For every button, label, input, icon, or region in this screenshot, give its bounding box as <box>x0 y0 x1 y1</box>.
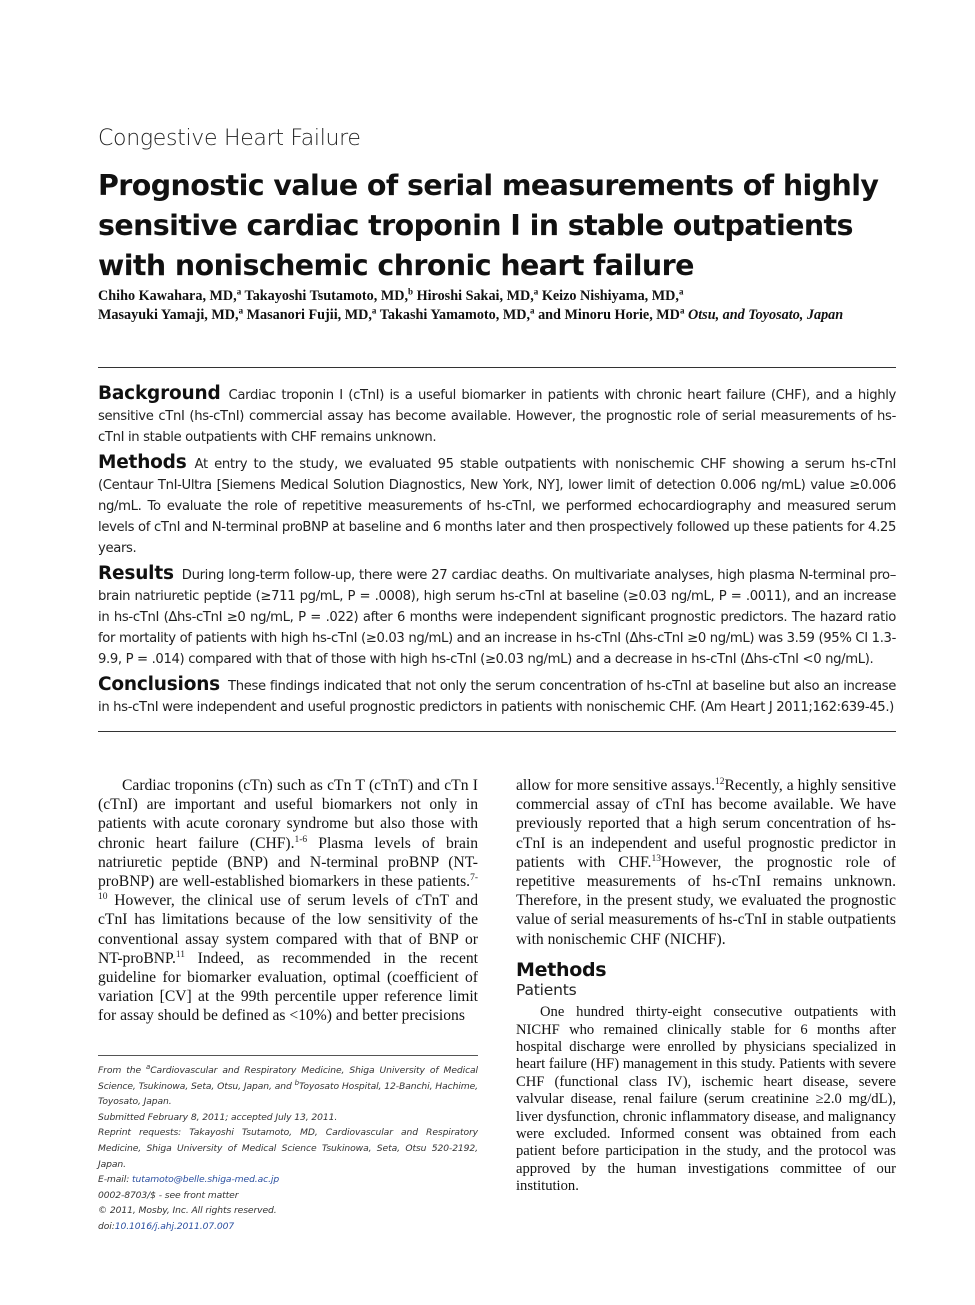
abstract-text: During long-term follow-up, there were 27 cardiac deaths. On multivariate analyses, high plasma N-terminal pro–brain natriuretic peptide (≥711 pg/mL, P = .0008), high serum hs-cTnI at baseline (≥0.03 ng/mL, P = .0011), and an increase in hs-cTnI (Δhs-cTnI ≥0 ng/mL, P = .022) after 6 months were independent significant prognostic predictors. The hazard ratio for mortality of patients with high hs-cTnI (≥0.03 ng/mL) and an increase in hs-cTnI (Δhs-cTnI ≥0 ng/mL) was 3.59 (95% CI 1.3-9.9, P = .014) compared with that of those with high hs-cTnI (≥0.03 ng/mL) and a decrease in hs-cTnI (Δhs-cTnI <0 ng/mL). <box>98 568 896 667</box>
abstract-conclusions <box>98 675 896 719</box>
author-list <box>98 287 888 325</box>
abstract <box>98 384 896 724</box>
affiliation-mark: b <box>294 1078 299 1087</box>
patients-paragraph: One hundred thirty-eight consecutive outpatients with NICHF who remained clinically stable for 6 months after hospital discharge were enrolled by physicians specialized in heart failure (HF) management in this study. Patients with severe CHF (functional class IV), ischemic heart disease, severe valvular disease, renal failure (serum creatinine ≥2.0 mg/dL), liver dysfunction, chronic inflammatory disease, and malignancy were excluded. Informed consent was obtained from each patient before participation in the study, and the protocol was approved by the human investigations committee of our institution. <box>516 1004 896 1195</box>
doi-link[interactable]: 10.1016/j.ahj.2011.07.007 <box>114 1220 235 1232</box>
author-affiliation-mark: a <box>533 286 539 297</box>
abstract-heading: Results <box>98 563 174 585</box>
abstract-bottom-rule <box>98 731 896 732</box>
section-label: Congestive Heart Failure <box>98 126 361 151</box>
author-affiliation-mark: b <box>408 286 414 297</box>
footnote-doi <box>98 1219 478 1235</box>
footnote-reprint: Reprint requests: Takayoshi Tsutamoto, MD, Cardiovascular and Respiratory Medicine, Shiga University of Medical Science Tsukinowa, Seta, Otsu 520-2192, Japan. <box>98 1127 478 1170</box>
footnote-rule <box>98 1055 478 1056</box>
article-title: Prognostic value of serial measurements of highly sensitive cardiac troponin I in stable outpatients with nonischemic chronic heart failure <box>98 169 879 282</box>
abstract-heading: Background <box>98 383 221 404</box>
abstract-methods <box>98 453 896 559</box>
abstract-background <box>98 384 896 448</box>
footnote-copyright: © 2011, Mosby, Inc. All rights reserved. <box>98 1205 277 1217</box>
abstract-top-rule <box>98 367 896 368</box>
abstract-text: Cardiac troponin I (cTnI) is a useful biomarker in patients with chronic heart failure (CHF), and a highly sensitive cTnI (hs-cTnI) commercial assay has become available. However, the prognostic role of serial measurements of hs-cTnI in stable outpatients with CHF remains unknown. <box>98 388 896 445</box>
doi-label: doi: <box>98 1220 115 1232</box>
author-name: Hiroshi Sakai, MD, <box>416 288 534 304</box>
reference-link[interactable]: 7-10 <box>98 872 478 903</box>
footnote-issn: 0002-8703/$ - see front matter <box>98 1189 239 1201</box>
footnote-affiliations <box>98 1063 478 1110</box>
footnote-text: Toyosato Hospital, 12-Banchi, Hachime, Toyosato, Japan. <box>98 1080 478 1108</box>
author-affiliation-mark: a <box>371 305 377 316</box>
reference-link[interactable]: 13 <box>651 853 661 864</box>
body-column-right <box>516 776 896 1196</box>
footnote-text: Cardiovascular and Respiratory Medicine, Shiga University of Medical Science, Tsukinowa, Seta, Otsu, Japan, and <box>98 1065 478 1092</box>
affiliation-location: Otsu, and Toyosato, Japan <box>687 307 844 323</box>
author-name: Takayoshi Tsutamoto, MD, <box>244 288 408 304</box>
abstract-heading: Conclusions <box>98 674 220 696</box>
author-name: Masayuki Yamaji, MD, <box>98 307 239 323</box>
footnote-email <box>98 1172 478 1188</box>
author-affiliation-mark: a <box>236 286 242 297</box>
author-name: Chiho Kawahara, MD, <box>98 288 237 304</box>
reference-link[interactable]: 1-6 <box>294 834 308 845</box>
body-text: Indeed, as recommended in the recent guideline for biomarker evaluation, optimal (coefficient of variation [CV] at the 99th percentile upper reference limit for assay should be defined as <10%) and better precisions <box>98 949 478 1025</box>
affiliation-mark: a <box>146 1062 151 1071</box>
abstract-text: These findings indicated that not only the serum concentration of hs-cTnI at baseline but also an increase in hs-cTnI were independent and useful prognostic predictors in patients with nonischemic CHF. (Am Heart J 2011;162:639-45.) <box>98 679 896 716</box>
reference-link[interactable]: 11 <box>175 949 185 960</box>
body-text: Cardiac troponins (cTn) such as cTn T (cTnT) and cTn I (cTnI) are important and useful biomarkers not only in patients with acute coronary syndrome but also those with chronic heart failure (CHF). <box>98 777 478 852</box>
body-text: allow for more sensitive assays. <box>516 777 715 794</box>
methods-heading: Methods <box>516 958 607 981</box>
email-link[interactable]: tutamoto@belle.shiga-med.ac.jp <box>132 1174 280 1186</box>
footnotes <box>98 1063 478 1235</box>
author-name: and Minoru Horie, MD <box>538 307 680 323</box>
intro-continuation <box>516 776 896 949</box>
intro-paragraph-continued <box>516 776 896 949</box>
body-text: Plasma levels of brain natriuretic peptide (BNP) and N-terminal proBNP (NT-proBNP) are well-established biomarkers in these patients. <box>98 834 478 891</box>
author-affiliation-mark: a <box>530 305 535 316</box>
author-name: Keizo Nishiyama, MD, <box>541 288 679 304</box>
abstract-heading: Methods <box>98 452 187 474</box>
footnote-text: From the <box>98 1065 147 1076</box>
reference-link[interactable]: 12 <box>714 776 725 787</box>
author-affiliation-mark: a <box>679 305 685 316</box>
body-text: However, the prognostic role of repetitive measurements of hs-cTnI remains unknown. Therefore, in the present study, we evaluated the prognostic value of serial measurements of hs-cTnI in stable outpatients with nonischemic CHF (NICHF). <box>516 853 896 948</box>
author-name: Masanori Fujii, MD, <box>246 307 372 323</box>
patients-subheading: Patients <box>516 981 577 1000</box>
abstract-results <box>98 564 896 670</box>
author-affiliation-mark: a <box>678 286 684 297</box>
author-name: Takashi Yamamoto, MD, <box>379 307 531 323</box>
body-column-left <box>98 776 478 1026</box>
author-affiliation-mark: a <box>238 305 244 316</box>
body-text: However, the clinical use of serum levels of cTnT and cTnI has limitations because of the low sensitivity of the conventional assay system compared with that of BNP or NT-proBNP. <box>98 892 478 967</box>
footnote-submitted: Submitted February 8, 2011; accepted July 13, 2011. <box>98 1111 338 1123</box>
body-text: Recently, a highly sensitive commercial assay of cTnI has become available. We have previously reported that a high serum concentration of hs-cTnI is an independent and useful prognostic predictor in patients with CHF. <box>516 777 896 871</box>
email-label: E-mail: <box>98 1174 133 1186</box>
abstract-text: At entry to the study, we evaluated 95 stable outpatients with nonischemic CHF showing a serum hs-cTnI (Centaur TnI-Ultra [Siemens Medical Solution Diagnostics, New York, NY], lower limit of detection 0.006 ng/mL) value ≥0.006 ng/mL. To evaluate the role of repetitive measurements of hs-cTnI, we performed echocardiography and measured serum levels of cTnI and N-terminal proBNP at baseline and 6 months later and then prospectively followed up these patients for 4.25 years. <box>98 457 896 556</box>
intro-paragraph <box>98 776 478 1026</box>
